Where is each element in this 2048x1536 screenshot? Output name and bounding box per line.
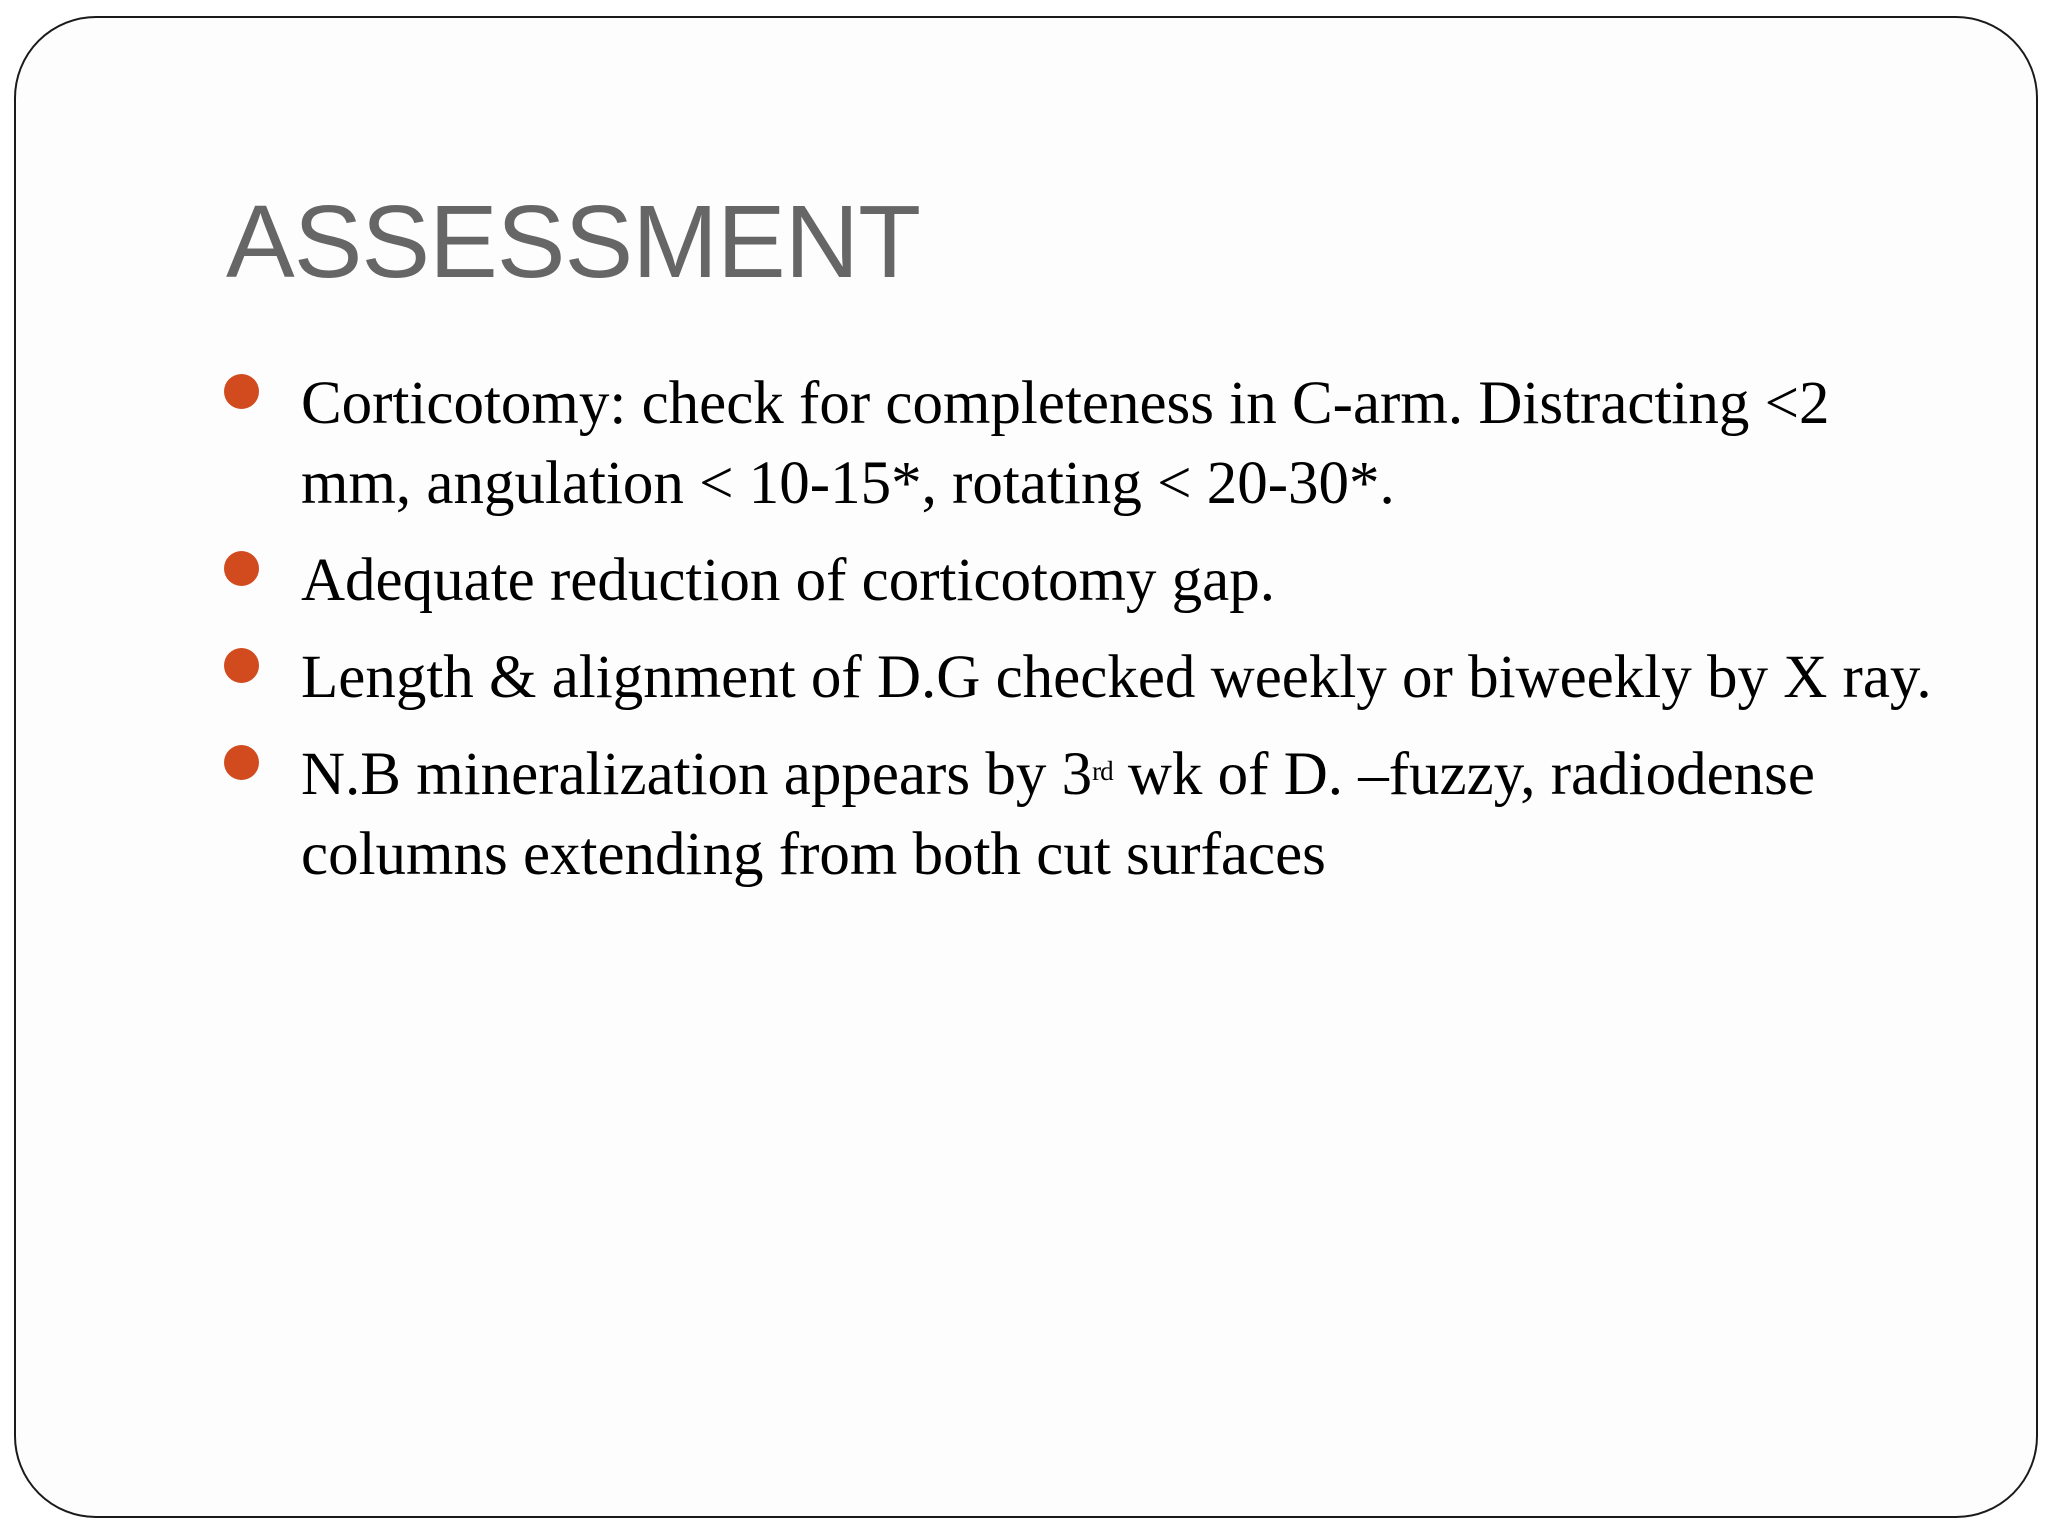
- bullet-text: Adequate reduction of corticotomy gap.: [301, 547, 1275, 614]
- bullet-list: [224, 364, 1944, 912]
- slide: [14, 16, 2038, 1518]
- ordinal-superscript: rd: [1092, 756, 1113, 786]
- bullet-item: [224, 364, 1944, 524]
- bullet-text: Corticotomy: check for completeness in C-arm. Distracting <2 mm, angulation < 10-15*, rotating < 20-30*.: [301, 370, 1830, 517]
- bullet-text: Length & alignment of D.G checked weekly or biweekly by X ray.: [301, 644, 1932, 711]
- bullet-dot-icon: [224, 745, 259, 780]
- bullet-dot-icon: [224, 551, 259, 586]
- bullet-dot-icon: [224, 374, 259, 409]
- bullet-text-before-superscript: N.B mineralization appears by 3: [301, 741, 1093, 808]
- bullet-item: [224, 541, 1944, 621]
- bullet-text-after-superscript: wk of D. –fuzzy, radiodense columns extending from both cut surfaces: [301, 741, 1815, 888]
- bullet-item: [224, 638, 1944, 718]
- bullet-item: [224, 735, 1944, 895]
- bullet-dot-icon: [224, 648, 259, 683]
- slide-title: ASSESSMENT: [226, 184, 921, 299]
